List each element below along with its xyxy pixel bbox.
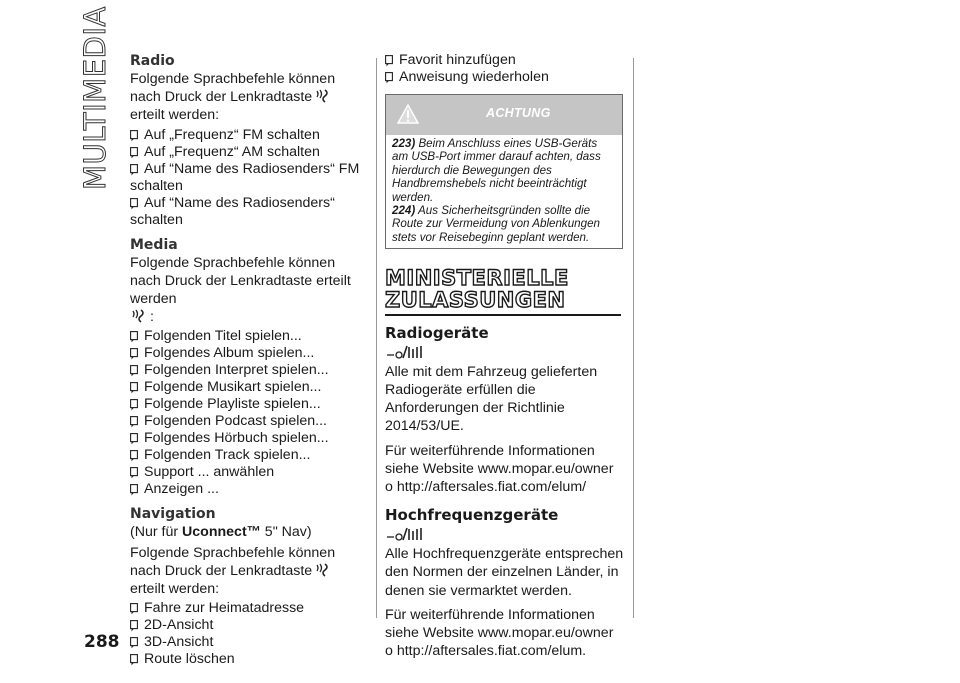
- speech-bubble-icon: [130, 654, 138, 666]
- list-item: 3D-Ansicht: [130, 634, 360, 651]
- list-item: Auf „Frequenz“ FM schalten: [130, 127, 360, 144]
- navigation-command-list-continued: [385, 52, 625, 86]
- navigation-command-list: [130, 600, 360, 668]
- speech-bubble-icon: [130, 147, 138, 159]
- speech-bubble-icon: [130, 484, 138, 496]
- speech-bubble-icon: [130, 399, 138, 411]
- radio-devices-text: Alle mit dem Fahrzeug gelieferten Radiogeräte erfüllen die Anforderungen der Richtlinie 2014/53/UE.: [385, 363, 598, 435]
- speech-bubble-icon: [130, 433, 138, 445]
- warning-note: 224) Aus Sicherheitsgründen sollte die Route zur Vermeidung von Ablenkungen stets vor Reisebeginn geplant werden.: [392, 204, 600, 244]
- list-item: Route löschen: [130, 651, 360, 668]
- radio-equipment-icon: [385, 344, 425, 360]
- media-intro: Folgende Sprachbefehle können nach Druck der Lenkradtaste erteilt werden: [130, 254, 351, 308]
- list-item: Auf „Frequenz“ AM schalten: [130, 144, 360, 161]
- warning-title: ACHTUNG: [486, 106, 551, 120]
- list-item-continuation: schalten: [130, 211, 183, 228]
- voice-command-icon: [314, 88, 332, 104]
- speech-bubble-icon: [130, 637, 138, 649]
- speech-bubble-icon: [130, 365, 138, 377]
- speech-bubble-icon: [130, 331, 138, 343]
- voice-command-icon: [130, 308, 148, 324]
- warning-note: 223) Beim Anschluss eines USB-Geräts am USB-Port immer darauf achten, dass hierdurch die Bewegungen des Handbremshebels nicht beeinträchtigt werden.: [392, 137, 601, 204]
- warning-body: [386, 135, 622, 248]
- list-item: Auf “Name des Radiosenders“: [130, 195, 360, 212]
- list-item: Fahre zur Heimatadresse: [130, 600, 360, 617]
- hf-devices-text: Alle Hochfrequenzgeräte entsprechen den Normen der einzelnen Länder, in denen sie vermarktet werden.: [385, 546, 624, 599]
- speech-bubble-icon: [130, 130, 138, 142]
- speech-bubble-icon: [130, 164, 138, 176]
- list-item: Auf “Name des Radiosenders“ FM: [130, 161, 360, 178]
- hf-devices-info: Für weiterführende Informationen siehe Website www.mopar.eu/owner o http://aftersales.fiat.com/elum.: [385, 606, 614, 660]
- voice-command-icon: [314, 562, 332, 578]
- sidebar-chapter-title: MULTIMEDIA: [78, 6, 112, 190]
- navigation-intro: Folgende Sprachbefehle können nach Druck der Lenkradtasteerteilt werden:: [130, 544, 336, 598]
- radio-devices-info: Für weiterführende Informationen siehe Website www.mopar.eu/owner o http://aftersales.fiat.com/elum/: [385, 442, 614, 495]
- list-item: Folgenden Titel spielen...: [130, 328, 360, 345]
- list-item-continuation: schalten: [130, 177, 183, 194]
- list-item: Folgenden Interpret spielen...: [130, 362, 360, 379]
- list-item: Anweisung wiederholen: [385, 69, 625, 86]
- media-intro-icon-line: :: [130, 308, 360, 326]
- list-item: Favorit hinzufügen: [385, 52, 625, 69]
- column-divider: [376, 58, 377, 618]
- warning-triangle-icon: [397, 104, 419, 124]
- section-rule: [385, 314, 621, 316]
- warning-box: [385, 94, 623, 249]
- list-item: Anzeigen ...: [130, 481, 360, 498]
- list-item: Folgenden Podcast spielen...: [130, 413, 360, 430]
- speech-bubble-icon: [130, 450, 138, 462]
- radio-intro: [130, 70, 360, 125]
- column-divider: [633, 58, 634, 618]
- uconnect-brand: Uconnect™: [182, 524, 261, 541]
- speech-bubble-icon: [385, 55, 393, 67]
- media-heading: Media: [130, 236, 178, 253]
- radio-intro-text-end: erteilt werden:: [130, 107, 220, 124]
- list-item: Folgenden Track spielen...: [130, 447, 360, 464]
- list-item: Folgendes Album spielen...: [130, 345, 360, 362]
- speech-bubble-icon: [130, 620, 138, 632]
- speech-bubble-icon: [130, 198, 138, 210]
- radio-heading: Radio: [130, 53, 175, 69]
- hf-devices-heading: Hochfrequenzgeräte: [385, 506, 559, 525]
- right-column: [385, 52, 625, 660]
- section-title: MINISTERIELLE ZULASSUNGEN: [385, 266, 569, 313]
- list-item: Folgendes Hörbuch spielen...: [130, 430, 360, 447]
- speech-bubble-icon: [130, 382, 138, 394]
- media-command-list: [130, 328, 360, 498]
- speech-bubble-icon: [130, 348, 138, 360]
- warning-header: [386, 95, 622, 135]
- page-number: 288: [84, 632, 120, 652]
- speech-bubble-icon: [130, 416, 138, 428]
- left-column: [130, 52, 360, 668]
- list-item: Folgende Playliste spielen...: [130, 396, 360, 413]
- radio-equipment-icon: [385, 526, 425, 542]
- list-item: Folgende Musikart spielen...: [130, 379, 360, 396]
- list-item: 2D-Ansicht: [130, 617, 360, 634]
- navigation-heading: Navigation: [130, 506, 216, 523]
- speech-bubble-icon: [130, 603, 138, 615]
- speech-bubble-icon: [385, 72, 393, 84]
- radio-command-list: [130, 127, 360, 229]
- radio-intro-text: Folgende Sprachbefehle können nach Druck der Lenkradtaste: [130, 71, 336, 106]
- list-item: Support ... anwählen: [130, 464, 360, 481]
- navigation-note: (Nur für Uconnect™ 5" Nav): [130, 524, 312, 541]
- speech-bubble-icon: [130, 467, 138, 479]
- radio-devices-heading: Radiogeräte: [385, 323, 489, 342]
